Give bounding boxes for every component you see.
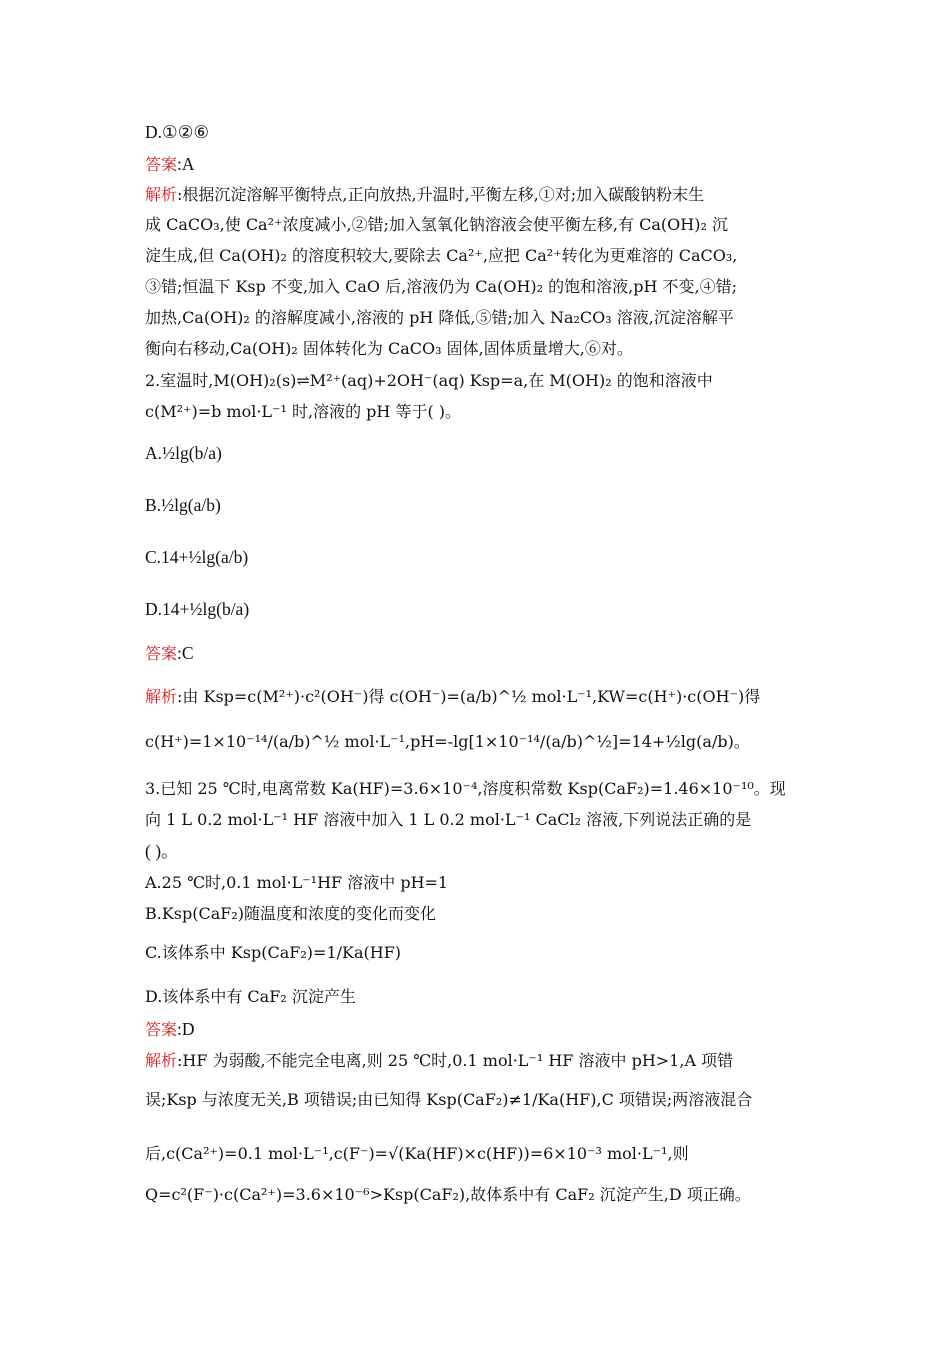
q1-analysis-line: ③错;恒温下 Ksp 不变,加入 CaO 后,溶液仍为 Ca(OH)₂ 的饱和溶液,pH 不变,④错; (145, 277, 737, 296)
q3-stem-line: 向 1 L 0.2 mol·L⁻¹ HF 溶液中加入 1 L 0.2 mol·L⁻¹ CaCl₂ 溶液,下列说法正确的是 (145, 810, 752, 829)
q2-option-c: C.14+½lg(a/b) (145, 547, 249, 567)
answer-label: 答案 (145, 155, 178, 174)
q3-analysis-line: 后,c(Ca²⁺)=0.1 mol·L⁻¹,c(F⁻)=√(Ka(HF)×c(HF))=6×10⁻³ mol·L⁻¹,则 (145, 1144, 689, 1163)
q3-analysis-line: Q=c²(F⁻)·c(Ca²⁺)=3.6×10⁻⁶>Ksp(CaF₂),故体系中有 CaF₂ 沉淀产生,D 项正确。 (145, 1185, 751, 1204)
q3-analysis-line: 误;Ksp 与浓度无关,B 项错误;由已知得 Ksp(CaF₂)≠1/Ka(HF),C 项错误;两溶液混合 (145, 1090, 753, 1109)
analysis-label: 解析 (145, 687, 178, 706)
q3-option-c: C.该体系中 Ksp(CaF₂)=1/Ka(HF) (145, 943, 402, 962)
answer-label: 答案 (145, 1020, 178, 1039)
q2-option-b: B.½lg(a/b) (145, 495, 221, 515)
q3-answer: 答案:D (145, 1019, 195, 1039)
q3-option-d: D.该体系中有 CaF₂ 沉淀产生 (145, 987, 356, 1006)
q2-option-d: D.14+½lg(b/a) (145, 599, 250, 619)
q1-analysis-line: 成 CaCO₃,使 Ca²⁺浓度减小,②错;加入氢氧化钠溶液会使平衡左移,有 Ca(OH)₂ 沉 (145, 215, 728, 234)
q3-analysis-line: 解析:HF 为弱酸,不能完全电离,则 25 ℃时,0.1 mol·L⁻¹ HF 溶液中 pH>1,A 项错 (145, 1051, 734, 1070)
q3-option-b: B.Ksp(CaF₂)随温度和浓度的变化而变化 (145, 904, 437, 923)
q2-analysis-line: 解析:由 Ksp=c(M²⁺)·c²(OH⁻)得 c(OH⁻)=(a/b)^½ mol·L⁻¹,KW=c(H⁺)·c(OH⁻)得 (145, 687, 761, 706)
q3-stem-line: ( )。 (145, 841, 179, 861)
q3-stem-line: 3.已知 25 ℃时,电离常数 Ka(HF)=3.6×10⁻⁴,溶度积常数 Ksp(CaF₂)=1.46×10⁻¹⁰。现 (145, 779, 786, 798)
q3-option-a: A.25 ℃时,0.1 mol·L⁻¹HF 溶液中 pH=1 (145, 873, 449, 892)
q2-option-a: A.½lg(b/a) (145, 443, 222, 463)
answer-label: 答案 (145, 644, 178, 663)
q1-option-d: D.①②⑥ (145, 122, 210, 142)
q1-analysis-line: 淀生成,但 Ca(OH)₂ 的溶度积较大,要除去 Ca²⁺,应把 Ca²⁺转化为更难溶的 CaCO₃, (145, 246, 738, 265)
q1-analysis-line: 加热,Ca(OH)₂ 的溶解度减小,溶液的 pH 降低,⑤错;加入 Na₂CO₃ 溶液,沉淀溶解平 (145, 308, 734, 327)
q2-answer: 答案:C (145, 643, 194, 663)
q1-analysis-line: 衡向右移动,Ca(OH)₂ 固体转化为 CaCO₃ 固体,固体质量增大,⑥对。 (145, 339, 633, 358)
q2-stem-line: c(M²⁺)=b mol·L⁻¹ 时,溶液的 pH 等于( )。 (145, 402, 462, 421)
q1-answer: 答案:A (145, 154, 195, 174)
q2-stem-line: 2.室温时,M(OH)₂(s)⇌M²⁺(aq)+2OH⁻(aq) Ksp=a,在 M(OH)₂ 的饱和溶液中 (145, 371, 713, 390)
analysis-label: 解析 (145, 1051, 178, 1070)
q2-analysis-line: c(H⁺)=1×10⁻¹⁴/(a/b)^½ mol·L⁻¹,pH=-lg[1×10⁻¹⁴/(a/b)^½]=14+½lg(a/b)。 (145, 732, 750, 751)
q1-analysis-line: 解析:根据沉淀溶解平衡特点,正向放热,升温时,平衡左移,①对;加入碳酸钠粉末生 (145, 185, 705, 204)
analysis-label: 解析 (145, 185, 178, 204)
